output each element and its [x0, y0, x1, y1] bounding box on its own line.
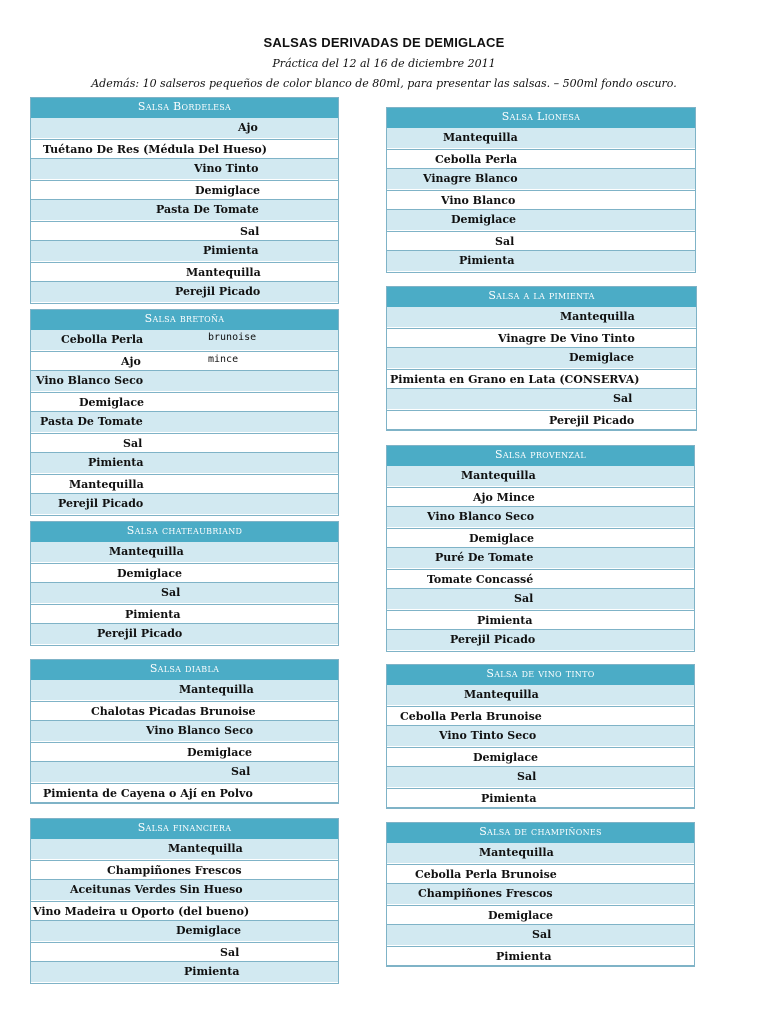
ingredient: Demiglace — [569, 351, 635, 364]
table-salsa-financiera — [30, 818, 339, 984]
ingredient: Mantequilla — [443, 131, 518, 144]
table-row — [31, 624, 338, 645]
ingredient: Sal — [231, 765, 251, 778]
ingredient: Pimienta — [481, 791, 537, 805]
ingredient: Perejil Picado — [549, 413, 635, 427]
table-row — [387, 905, 694, 926]
ingredient: Sal — [161, 586, 181, 599]
ingredient: Demiglace — [176, 924, 242, 937]
table-row — [31, 563, 338, 584]
ingredient: Pasta De Tomate — [40, 415, 143, 428]
table-row — [31, 880, 338, 901]
ingredient: Mantequilla — [186, 265, 261, 279]
table-row — [31, 282, 338, 303]
ingredient: Ajo Mince — [473, 490, 535, 504]
ingredient: Vino Blanco Seco — [427, 510, 535, 523]
ingredient: Puré De Tomate — [435, 551, 534, 564]
ingredient: Mantequilla — [479, 846, 554, 859]
ingredient: Aceitunas Verdes Sin Hueso — [70, 883, 243, 896]
ingredient: Pimienta — [88, 456, 144, 469]
ingredient: Mantequilla — [69, 477, 144, 491]
ingredient: Pimienta — [184, 965, 240, 978]
table-row — [387, 348, 696, 369]
table-row — [387, 767, 694, 788]
table-salsa-bretona — [30, 309, 339, 516]
table-row — [387, 190, 695, 211]
table-row — [387, 569, 694, 590]
ingredient: Pimienta — [496, 949, 552, 963]
ingredient: Pimienta de Cayena o Ají en Polvo — [43, 786, 253, 800]
table-row — [387, 925, 694, 946]
table-row — [387, 589, 694, 610]
ingredient: Demiglace — [195, 183, 261, 197]
ingredient: Sal — [240, 224, 260, 238]
ingredient: Vino Blanco — [441, 193, 516, 207]
ingredient: Sal — [514, 592, 534, 605]
ingredient: Cebolla Perla — [61, 333, 144, 346]
table-row — [387, 864, 694, 885]
table-row — [387, 328, 696, 349]
table-row — [31, 542, 338, 563]
ingredient: Cebolla Perla Brunoise — [400, 709, 542, 723]
page-title: SALSAS DERIVADAS DE DEMIGLACE — [263, 35, 505, 50]
table-salsa-chateaubriand — [30, 521, 339, 646]
table-row — [387, 726, 694, 747]
ingredient: Pimienta — [459, 254, 515, 267]
ingredient: Demiglace — [488, 908, 554, 922]
table-salsa-vino-tinto — [386, 664, 695, 809]
table-row — [387, 884, 694, 905]
table-row — [387, 528, 694, 549]
table-header: Salsa de champiñones — [387, 823, 694, 843]
table-row — [387, 410, 696, 431]
ingredient: Sal — [220, 945, 240, 959]
ingredient: Demiglace — [187, 745, 253, 759]
ingredient: Sal — [123, 436, 143, 450]
table-row — [31, 392, 338, 413]
table-row — [31, 330, 338, 351]
table-row — [387, 706, 694, 727]
ingredient: Perejil Picado — [175, 285, 261, 298]
ingredient: Cebolla Perla Brunoise — [415, 867, 557, 881]
table-row — [31, 762, 338, 783]
table-row — [31, 453, 338, 474]
table-row — [387, 843, 694, 864]
table-row — [31, 839, 338, 860]
table-row — [31, 494, 338, 515]
table-row — [31, 262, 338, 283]
table-row — [387, 251, 695, 272]
table-row — [31, 474, 338, 495]
ingredient: Demiglace — [117, 566, 183, 580]
table-row — [31, 200, 338, 221]
table-row — [387, 128, 695, 149]
table-header: Salsa provenzal — [387, 446, 694, 466]
table-row — [31, 942, 338, 963]
table-header: Salsa financiera — [31, 819, 338, 839]
ingredient: Perejil Picado — [58, 497, 144, 510]
table-salsa-champinones — [386, 822, 695, 967]
ingredient: Vino Tinto — [194, 162, 259, 175]
table-row — [31, 962, 338, 983]
prep-note: mince — [208, 353, 239, 365]
table-row — [387, 630, 694, 651]
ingredient: Sal — [613, 392, 633, 405]
ingredient: Sal — [532, 928, 552, 941]
ingredient: Tuétano De Res (Médula Del Hueso) — [43, 142, 267, 156]
table-row — [31, 433, 338, 454]
table-header: Salsa chateaubriand — [31, 522, 338, 542]
ingredient: Vino Blanco Seco — [146, 724, 254, 737]
table-row — [31, 721, 338, 742]
table-row — [31, 118, 338, 139]
ingredient: Pimienta — [203, 244, 259, 257]
ingredient: Vino Tinto Seco — [439, 729, 537, 742]
table-salsa-lionesa — [386, 107, 696, 273]
ingredient: Vinagre De Vino Tinto — [498, 331, 635, 345]
table-row — [31, 412, 338, 433]
table-row — [31, 221, 338, 242]
table-header: Salsa Bordelesa — [31, 98, 338, 118]
ingredient: Perejil Picado — [450, 633, 536, 646]
table-salsa-provenzal — [386, 445, 695, 652]
ingredient: Chalotas Picadas Brunoise — [91, 704, 256, 718]
table-salsa-pimienta — [386, 286, 697, 431]
ingredient: Perejil Picado — [97, 627, 183, 640]
table-header: Salsa Lionesa — [387, 108, 695, 128]
ingredient: Cebolla Perla — [435, 152, 518, 166]
ingredient: Vinagre Blanco — [423, 172, 518, 185]
ingredient: Pimienta — [477, 613, 533, 627]
ingredient: Mantequilla — [179, 683, 254, 696]
table-row — [387, 507, 694, 528]
ingredient: Demiglace — [469, 531, 535, 545]
table-row — [387, 487, 694, 508]
ingredient: Mantequilla — [109, 545, 184, 558]
ingredient: Ajo — [238, 121, 258, 134]
ingredient: Mantequilla — [461, 469, 536, 482]
table-row — [387, 369, 696, 390]
table-row — [31, 583, 338, 604]
table-row — [31, 139, 338, 160]
ingredient: Demiglace — [451, 213, 517, 226]
ingredient: Sal — [517, 770, 537, 783]
ingredient: Vino Blanco Seco — [36, 374, 144, 387]
table-row — [31, 159, 338, 180]
ingredient: Demiglace — [473, 750, 539, 764]
ingredient: Sal — [495, 234, 515, 248]
table-row — [387, 788, 694, 809]
table-row — [31, 180, 338, 201]
practice-dates: Práctica del 12 al 16 de diciembre 2011 — [272, 57, 496, 70]
table-row — [31, 701, 338, 722]
table-row — [387, 685, 694, 706]
table-row — [387, 747, 694, 768]
table-salsa-diabla — [30, 659, 339, 804]
table-row — [387, 946, 694, 967]
table-row — [387, 210, 695, 231]
table-row — [387, 548, 694, 569]
table-row — [31, 604, 338, 625]
table-salsa-bordelesa — [30, 97, 339, 304]
ingredient: Demiglace — [79, 395, 145, 409]
table-row — [31, 901, 338, 922]
ingredient: Pasta De Tomate — [156, 203, 259, 216]
ingredient: Pimienta en Grano en Lata (CONSERVA) — [390, 372, 640, 386]
ingredient: Mantequilla — [560, 310, 635, 323]
table-header: Salsa a la pimienta — [387, 287, 696, 307]
ingredient: Mantequilla — [168, 842, 243, 855]
ingredient: Tomate Concassé — [427, 572, 534, 586]
table-row — [31, 921, 338, 942]
table-header: Salsa diabla — [31, 660, 338, 680]
table-row — [31, 860, 338, 881]
ingredient: Vino Madeira u Oporto (del bueno) — [33, 904, 250, 918]
table-row — [31, 241, 338, 262]
ingredient: Ajo — [121, 354, 141, 368]
table-row — [387, 610, 694, 631]
table-row — [387, 231, 695, 252]
table-header: Salsa de vino tinto — [387, 665, 694, 685]
table-row — [387, 169, 695, 190]
table-row — [31, 742, 338, 763]
prep-note: brunoise — [208, 332, 257, 343]
table-row — [31, 680, 338, 701]
table-header: Salsa bretoña — [31, 310, 338, 330]
table-row — [387, 149, 695, 170]
ingredient: Mantequilla — [464, 688, 539, 701]
additional-note: Además: 10 salseros pequeños de color blanco de 80ml, para presentar las salsas. – 500ml fondo oscuro. — [91, 77, 677, 90]
ingredient: Pimienta — [125, 607, 181, 621]
table-row — [31, 351, 338, 372]
table-row — [387, 466, 694, 487]
table-row — [31, 371, 338, 392]
ingredient: Champiñones Frescos — [107, 863, 242, 877]
table-row — [387, 307, 696, 328]
table-row — [387, 389, 696, 410]
table-row — [31, 783, 338, 804]
ingredient: Champiñones Frescos — [418, 887, 553, 900]
